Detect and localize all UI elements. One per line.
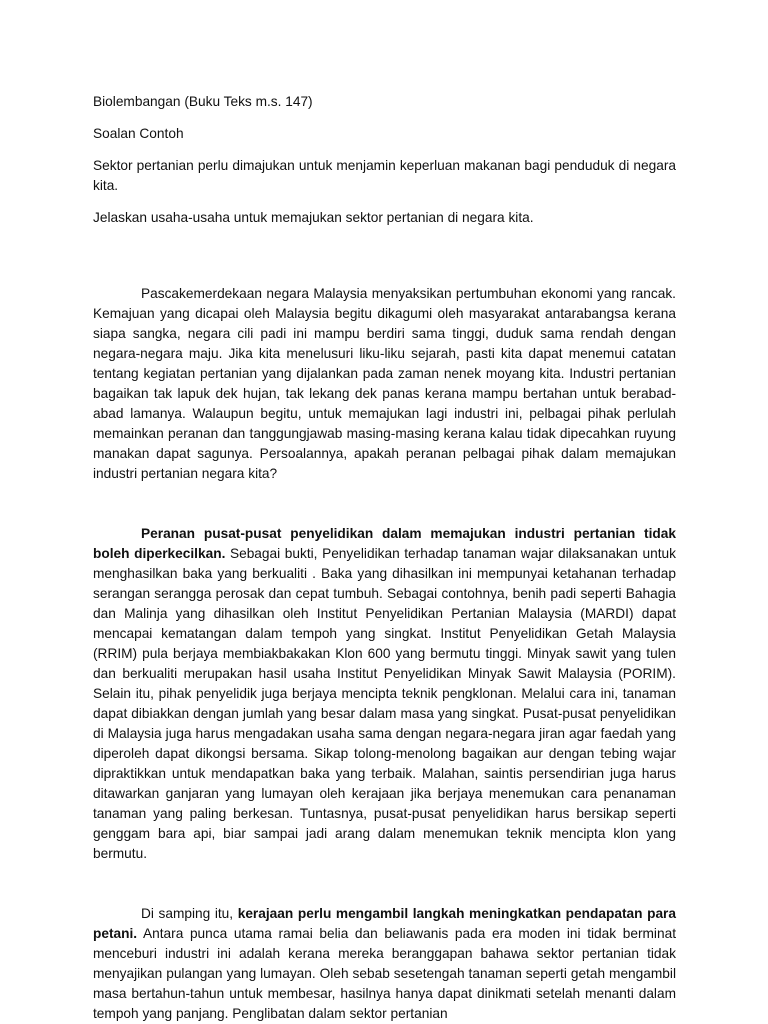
point2-paragraph [93, 904, 676, 1024]
point1-text: Sebagai bukti, Penyelidikan terhadap tanaman wajar dilaksanakan untuk menghasilkan baka yang berkualiti . Baka yang dihasilkan ini mempunyai ketahanan terhadap serangan serangga perosak dan cepat tumbuh. Sebagai contohnya, benih padi seperti Bahagia dan Malinja yang dihasilkan oleh Institut Penyelidikan Pertanian Malaysia (MARDI) dapat mencapai kematangan dalam tempoh yang singkat. Institut Penyelidikan Getah Malaysia (RRIM) pula berjaya membiakbakakan Klon 600 yang bermutu tinggi. Minyak sawit yang tulen dan berkualiti merupakan hasil usaha Institut Penyelidikan Minyak Sawit Malaysia (PORIM). Selain itu, pihak penyelidik juga berjaya mencipta teknik pengklonan. Melalui cara ini, tanaman dapat dibiakkan dengan jumlah yang besar dalam masa yang singkat. Pusat-pusat penyelidikan di Malaysia juga harus mengadakan usaha sama dengan negara-negara jiran agar faedah yang diperoleh dapat dikongsi bersama. Sikap tolong-menolong bagaikan aur dengan tebing wajar dipraktikkan untuk mendapatkan baka yang terbaik. Malahan, saintis persendirian juga harus ditawarkan ganjaran yang lumayan oleh kerajaan jika berjaya menemukan cara penanaman tanaman yang paling berkesan. Tuntasnya, pusat-pusat penyelidikan harus bersikap seperti genggam bara api, biar sampai jadi arang dalam menemukan teknik mencipta klon yang bermutu. [93, 546, 676, 861]
intro-text: Pascakemerdekaan negara Malaysia menyaksikan pertumbuhan ekonomi yang rancak. Kemajuan yang dicapai oleh Malaysia begitu dikagumi oleh masyarakat antarabangsa kerana siapa sangka, negara cili padi ini mampu berdiri sama tinggi, duduk sama rendah dengan negara-negara maju. Jika kita menelusuri liku-liku sejarah, pasti kita dapat menemui catatan tentang kegiatan pertanian yang dijalankan pada zaman nenek moyang kita. Industri pertanian bagaikan tak lapuk dek hujan, tak lekang dek panas kerana mampu bertahan untuk berabad- abad lamanya. Walaupun begitu, untuk memajukan lagi industri ini, pelbagai pihak perlulah memainkan peranan dan tanggungjawab masing-masing kerana kalau tidak dipecahkan ruyung manakan dapat sagunya. Persoalannya, apakah peranan pelbagai pihak dalam memajukan industri pertanian negara kita? [93, 286, 676, 481]
point2-topic-sentence: kerajaan perlu mengambil langkah meningkatkan pendapatan para petani. [93, 906, 676, 941]
intro-paragraph [93, 284, 676, 484]
document-body [93, 92, 676, 1024]
point1-topic-sentence: Peranan pusat-pusat penyelidikan dalam memajukan industri pertanian tidak boleh diperkecilkan. [93, 526, 676, 561]
question-prompt: Sektor pertanian perlu dimajukan untuk menjamin keperluan makanan bagi penduduk di negara kita. [93, 158, 676, 193]
question-text: Jelaskan usaha-usaha untuk memajukan sektor pertanian di negara kita. [93, 210, 534, 225]
point2-text: Antara punca utama ramai belia dan beliawanis pada era moden ini tidak berminat menceburi industri ini adalah kerana mereka beranggapan bahawa sektor pertanian tidak menyajikan pulangan yang lumayan. Oleh sebab sesetengah tanaman seperti getah mengambil masa bertahun-tahun untuk membesar, hasilnya hanya dapat dinikmati setelah menanti dalam tempoh yang panjang. Penglibatan dalam sektor pertanian [93, 926, 676, 1021]
point2-lead: Di samping itu, [141, 906, 238, 921]
document-heading: Biolembangan (Buku Teks m.s. 147) [93, 94, 313, 109]
point1-paragraph [93, 524, 676, 864]
document-subheading: Soalan Contoh [93, 126, 184, 141]
